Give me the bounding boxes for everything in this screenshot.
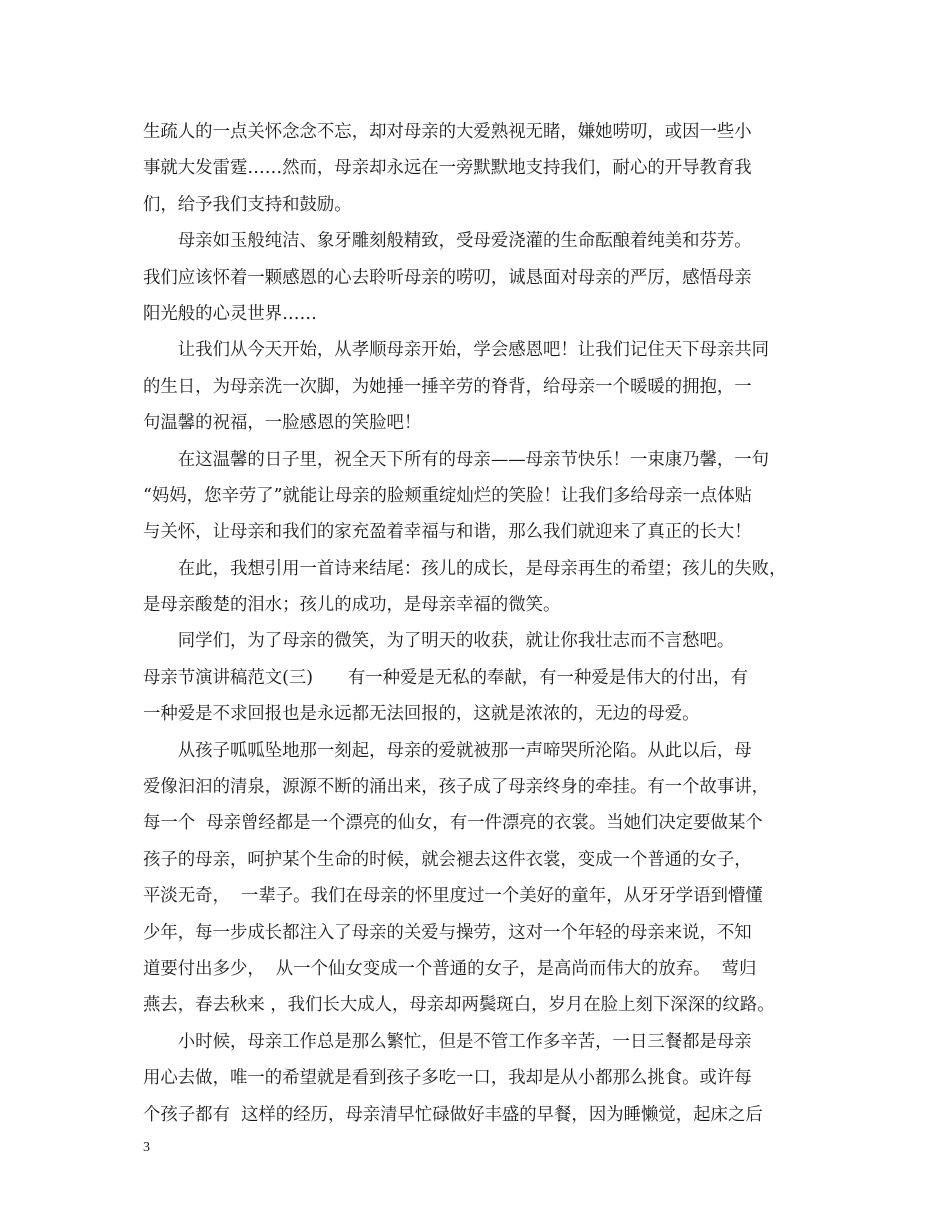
text-line: 事就大发雷霆……然而，母亲却永远在一旁默默地支持我们，耐心的开导教育我	[143, 158, 752, 179]
text-line: 道要付出多少， 从一个仙女变成一个普通的女子，是高尚而伟大的放弃。 莺归	[143, 958, 757, 979]
page-number: 3	[143, 1140, 150, 1155]
text-line: 每一个 母亲曾经都是一个漂亮的仙女，有一件漂亮的衣裳。当她们决定要做某个	[143, 813, 763, 834]
text-line: 爱像汩汩的清泉，源源不断的涌出来，孩子成了母亲终身的牵挂。有一个故事讲，	[143, 777, 770, 798]
text-line: 平淡无奇， 一辈子。我们在母亲的怀里度过一个美好的童年，从牙牙学语到懵懂	[143, 886, 763, 907]
text-line: 我们应该怀着一颗感恩的心去聆听母亲的唠叨，诚恳面对母亲的严厉，感悟母亲	[143, 267, 752, 288]
text-line: 从孩子呱呱坠地那一刻起，母亲的爱就被那一声啼哭所沦陷。从此以后，母	[143, 740, 752, 761]
body-text	[143, 114, 827, 1133]
text-line: 让我们从今天开始，从孝顺母亲开始，学会感恩吧！让我们记住天下母亲共同	[143, 340, 770, 361]
text-line: 母亲如玉般纯洁、象牙雕刻般精致，受母爱浇灌的生命酝酿着纯美和芬芳。	[143, 231, 752, 252]
text-line: 阳光般的心灵世界……	[143, 303, 317, 324]
text-line: 个孩子都有 这样的经历，母亲清早忙碌做好丰盛的早餐，因为睡懒觉，起床之后	[143, 1104, 763, 1125]
text-line: 燕去，春去秋来 ，我们长大成人，母亲却两鬓斑白，岁月在脸上刻下深深的纹路。	[143, 995, 775, 1016]
text-line: 少年，每一步成长都注入了母亲的关爱与操劳，这对一个年轻的母亲来说，不知	[143, 922, 752, 943]
text-line: 的生日，为母亲洗一次脚，为她捶一捶辛劳的脊背，给母亲一个暖暖的拥抱，一	[143, 376, 752, 397]
text-line: 在此，我想引用一首诗来结尾：孩儿的成长，是母亲再生的希望；孩儿的失败，	[143, 558, 787, 579]
text-line: 们，给予我们支持和鼓励。	[143, 194, 352, 215]
text-line: 同学们，为了母亲的微笑，为了明天的收获，就让你我壮志而不言愁吧。	[143, 631, 735, 652]
text-line: 一种爱是不求回报也是永远都无法回报的，这就是浓浓的，无边的母爱。	[143, 704, 700, 725]
text-line: 是母亲酸楚的泪水；孩儿的成功，是母亲幸福的微笑。	[143, 595, 561, 616]
text-line: 母亲节演讲稿范文(三) 有一种爱是无私的奉献，有一种爱是伟大的付出，有	[143, 667, 748, 688]
text-line: 句温馨的祝福，一脸感恩的笑脸吧！	[143, 413, 422, 434]
text-line: 与关怀，让母亲和我们的家充盈着幸福与和谐，那么我们就迎来了真正的长大！	[143, 522, 752, 543]
text-line: 在这温馨的日子里，祝全天下所有的母亲——母亲节快乐！一束康乃馨，一句	[143, 449, 770, 470]
text-line: 小时候，母亲工作总是那么繁忙，但是不管工作多辛苦，一日三餐都是母亲	[143, 1031, 752, 1052]
text-line: “妈妈，您辛劳了”就能让母亲的脸颊重绽灿烂的笑脸！让我们多给母亲一点体贴	[143, 485, 753, 506]
text-line: 生疏人的一点关怀念念不忘，却对母亲的大爱熟视无睹，嫌她唠叨，或因一些小	[143, 122, 752, 142]
text-line: 用心去做，唯一的希望就是看到孩子多吃一口，我却是从小都那么挑食。或许每	[143, 1068, 752, 1089]
text-line: 孩子的母亲，呵护某个生命的时候，就会褪去这件衣裳，变成一个普通的女子，	[143, 849, 752, 870]
